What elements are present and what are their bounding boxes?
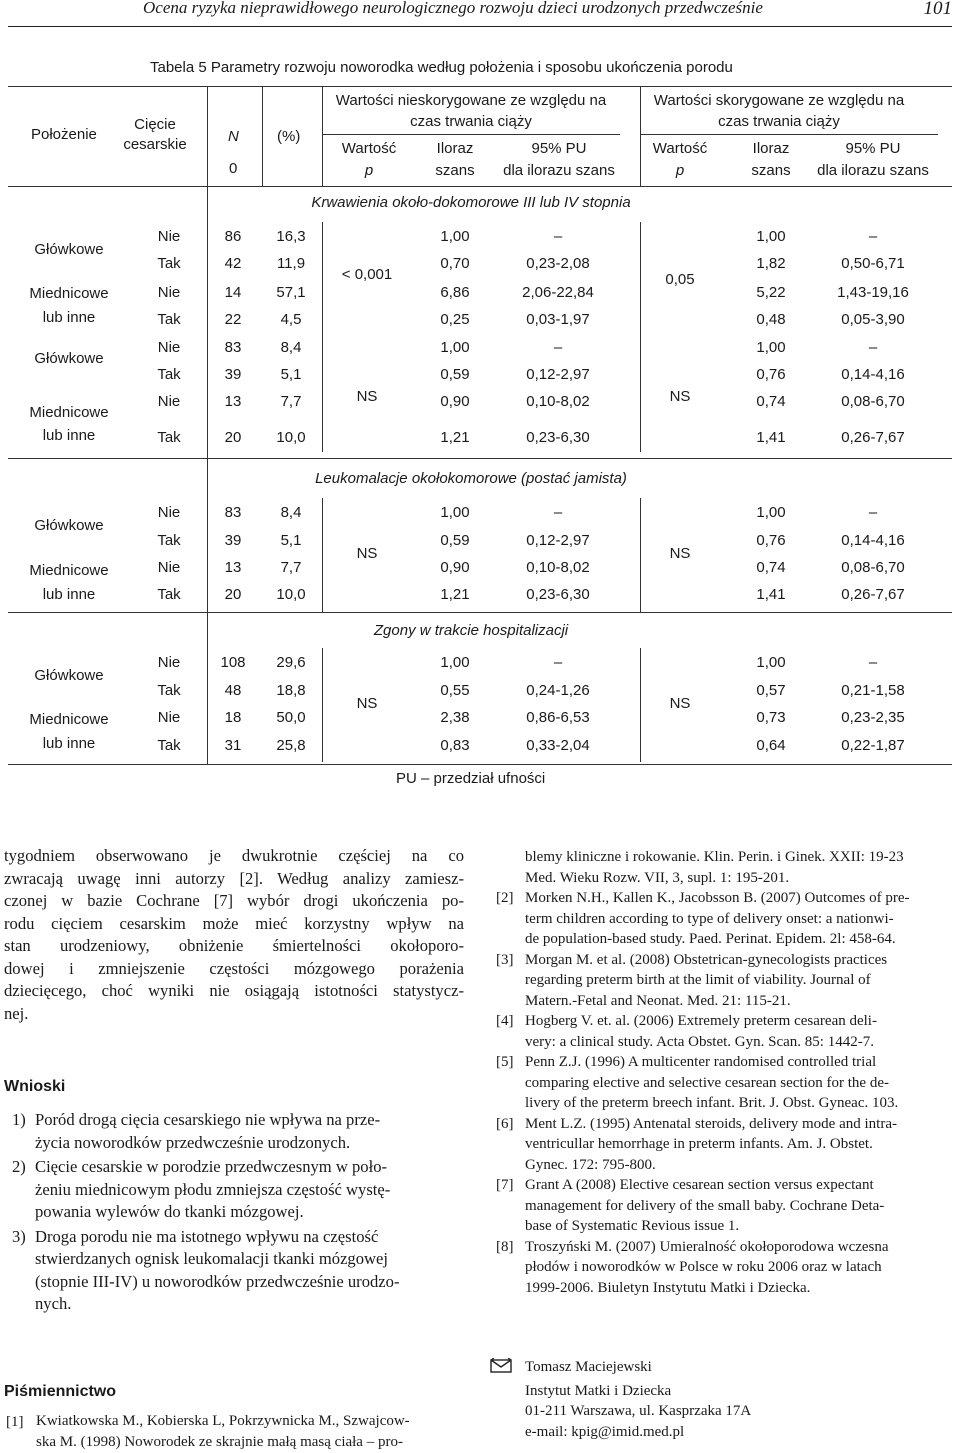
section-2-vline-2 (640, 498, 641, 612)
section-1-row-5-cesarean: Nie (157, 339, 181, 356)
section-2-row-3-percent: 7,7 (280, 559, 302, 576)
section-1-position-label-2: Miednicowe (29, 285, 109, 302)
section-2-p-uncorrected-1: NS (356, 545, 378, 562)
paragraph-line-3: czonej w bazie Cochrane [7] wybór drogi ukończenia po- (4, 891, 464, 910)
section-1-row-4-cesarean: Tak (157, 311, 181, 328)
section-1-row-5-n: 83 (224, 339, 242, 356)
section-1-row-3-or-corrected: 5,22 (756, 284, 786, 301)
section-1-row-3-cesarean: Nie (157, 284, 181, 301)
section-3-row-3-n: 18 (224, 709, 242, 726)
section-2-row-1-or-uncorrected: 1,00 (440, 504, 470, 521)
section-3-row-2-ci-corrected: 0,21-1,58 (841, 682, 905, 699)
section-2-row-2-ci-uncorrected: 0,12-2,97 (526, 532, 590, 549)
section-2-row-4-or-corrected: 1,41 (756, 586, 786, 603)
vline-after-cesarean (207, 86, 208, 764)
section-2-row-3-cesarean: Nie (157, 559, 181, 576)
section-1-row-7-percent: 7,7 (280, 393, 302, 410)
section-2-row-3-ci-corrected: 0,08-6,70 (841, 559, 905, 576)
section-1-row-8-percent: 10,0 (276, 429, 306, 446)
paragraph-line-2: zwracają uwagę inni autorzy [2]. Według analizy zamiesz- (4, 868, 464, 888)
section-1-row-3-n: 14 (224, 284, 242, 301)
header-rule (8, 26, 952, 27)
ref-5-number: [5] (496, 1054, 514, 1070)
ref-8-line-2: płodów i noworodków w Polsce w roku 2006 oraz w latach (525, 1259, 882, 1275)
conclusion-3-line-2: stwierdzanych ognisk leukomalacji tkanki mózgowej (35, 1249, 388, 1268)
conclusion-2-line-3: powania wylewów do tkanki mózgowej. (35, 1202, 304, 1221)
section-3-row-4-ci-corrected: 0,22-1,87 (841, 737, 905, 754)
vline-header-uncorrected (322, 86, 323, 186)
section-2-row-1-or-corrected: 1,00 (756, 504, 786, 521)
contact-line-2: Instytut Matki i Dziecka (525, 1382, 672, 1399)
section-3-row-4-n: 31 (224, 737, 242, 754)
section-3-row-2-n: 48 (224, 682, 242, 699)
section-1-row-2-ci-uncorrected: 0,23-2,08 (526, 255, 590, 272)
section-1-p-uncorrected-2: NS (356, 388, 378, 405)
section-3-bottom-rule (8, 764, 952, 765)
ref-1-cont-line-1: blemy kliniczne i rokowanie. Klin. Perin. i Ginek. XXII: 19-23 (525, 849, 904, 865)
section-1-position-label-6: lub inne (42, 427, 96, 444)
section-1-row-8-ci-corrected: 0,26-7,67 (841, 429, 905, 446)
envelope-icon (490, 1358, 512, 1379)
section-1-row-7-or-uncorrected: 0,90 (440, 393, 470, 410)
ref-6-number: [6] (496, 1115, 514, 1132)
section-1-row-5-ci-corrected: – (868, 339, 878, 356)
ref-4-line-2: very: a clinical study. Acta Obstet. Gyn. Scan. 85: 1442-7. (525, 1033, 874, 1050)
header-p-label-uncorrected: Wartość (341, 140, 397, 157)
header-position: Położenie (31, 126, 97, 143)
conclusion-3-number: 3) (12, 1226, 26, 1246)
section-3-row-1-cesarean: Nie (157, 654, 181, 671)
section-2-row-3-or-corrected: 0,74 (756, 559, 786, 576)
conclusion-3-line-1: Droga porodu nie ma istotnego wpływu na częstość (35, 1226, 379, 1246)
section-1-row-4-or-uncorrected: 0,25 (440, 311, 470, 328)
section-3-position-label-1: Główkowe (34, 667, 104, 684)
section-3-row-1-or-uncorrected: 1,00 (440, 654, 470, 671)
references-title: Piśmiennictwo (4, 1383, 117, 1400)
conclusion-2-number: 2) (12, 1157, 26, 1176)
table-top-rule (8, 86, 952, 87)
section-1-row-6-ci-corrected: 0,14-4,16 (841, 366, 905, 383)
paragraph-line-6: dowej i zmniejszenie częstości mózgowego porażenia (4, 958, 464, 978)
section-1-row-7-n: 13 (224, 393, 242, 410)
contact-line-4: e-mail: kpig@imid.med.pl (525, 1423, 685, 1440)
section-1-vline-2 (640, 222, 641, 452)
header-n: N (228, 128, 239, 145)
ref-2-number: [2] (496, 890, 514, 906)
section-1-row-8-cesarean: Tak (157, 429, 181, 446)
ref-3-number: [3] (496, 951, 514, 968)
section-1-row-1-or-uncorrected: 1,00 (440, 228, 470, 245)
section-3-row-3-ci-uncorrected: 0,86-6,53 (526, 709, 590, 726)
section-2-row-1-percent: 8,4 (280, 504, 302, 521)
section-1-title: Krwawienia około-dokomorowe III lub IV stopnia (311, 194, 631, 211)
section-3-p-uncorrected-1: NS (356, 695, 378, 712)
section-1-row-8-n: 20 (224, 429, 242, 446)
section-1-row-5-or-uncorrected: 1,00 (440, 339, 470, 356)
section-1-row-1-or-corrected: 1,00 (756, 228, 786, 245)
section-2-bottom-rule (8, 612, 952, 613)
section-3-row-1-or-corrected: 1,00 (756, 654, 786, 671)
section-1-row-5-percent: 8,4 (280, 339, 302, 356)
vline-after-n (262, 86, 263, 186)
header-or-1-uncorrected: Iloraz (436, 140, 474, 157)
ref-4-number: [4] (496, 1013, 514, 1029)
section-3-row-3-cesarean: Nie (157, 709, 181, 726)
section-2-row-2-or-uncorrected: 0,59 (440, 532, 470, 549)
ref-1-cont-line-2: Med. Wieku Rozw. VII, 3, supl. 1: 195-201. (525, 869, 790, 886)
section-1-row-1-ci-uncorrected: – (553, 228, 563, 245)
section-1-row-6-cesarean: Tak (157, 366, 181, 383)
section-1-p-uncorrected-1: < 0,001 (341, 266, 393, 283)
ref-2-line-1: Morken N.H., Kallen K., Jacobsson B. (2007) Outcomes of pre- (525, 890, 910, 906)
paragraph-line-7: dziecięcego, choć wyniki nie osiągają istotności statystycz- (4, 981, 464, 1000)
section-2-row-1-cesarean: Nie (157, 504, 181, 521)
section-1-p-corrected-2: NS (669, 388, 691, 405)
section-3-row-1-ci-corrected: – (868, 654, 878, 671)
header-percent: (%) (277, 128, 301, 145)
section-2-p-corrected-1: NS (669, 545, 691, 562)
section-1-row-6-or-corrected: 0,76 (756, 366, 786, 383)
section-1-row-3-or-uncorrected: 6,86 (440, 284, 470, 301)
ref-8-line-1: Troszyński M. (2007) Umieralność okołoporodowa wczesna (525, 1238, 889, 1255)
section-1-row-4-percent: 4,5 (280, 311, 302, 328)
ref-6-line-3: Gynec. 172: 795-800. (525, 1156, 656, 1173)
section-3-p-corrected-1: NS (669, 695, 691, 712)
section-1-row-8-or-uncorrected: 1,21 (440, 429, 470, 446)
section-1-row-1-cesarean: Nie (157, 228, 181, 245)
paragraph-line-5: stan urodzeniowy, obniżenie śmiertelności okołoporo- (4, 936, 464, 955)
table-footnote: PU – przedział ufności (396, 770, 546, 787)
conclusion-1-line-2: życia noworodków przedwcześnie urodzonych. (35, 1132, 351, 1152)
ref-5-line-1: Penn Z.J. (1996) A multicenter randomised controlled trial (525, 1054, 877, 1070)
section-1-row-3-ci-uncorrected: 2,06-22,84 (522, 284, 594, 301)
contact-line-1: Tomasz Maciejewski (525, 1359, 652, 1375)
section-3-row-2-percent: 18,8 (276, 682, 306, 699)
conclusion-2-line-2: żeniu miednicowym płodu zmniejsza częstość wystę- (35, 1179, 391, 1199)
section-1-row-5-or-corrected: 1,00 (756, 339, 786, 356)
section-3-row-2-cesarean: Tak (157, 682, 181, 699)
section-2-row-4-n: 20 (224, 586, 242, 603)
ref-5-line-2: comparing elective and selective cesarean section for the de- (525, 1074, 889, 1091)
header-rule-corrected (640, 134, 938, 135)
header-cesarean-2: cesarskie (123, 136, 187, 153)
section-2-row-2-ci-corrected: 0,14-4,16 (841, 532, 905, 549)
section-1-row-6-percent: 5,1 (280, 366, 302, 383)
ref-7-line-2: management for delivery of the small baby. Cochrane Deta- (525, 1197, 885, 1214)
section-2-position-label-3: lub inne (42, 586, 96, 603)
section-1-row-2-n: 42 (224, 255, 242, 272)
contact-line-3: 01-211 Warszawa, ul. Kasprzaka 17A (525, 1403, 752, 1419)
header-rule-uncorrected (322, 134, 620, 135)
conclusion-2-line-1: Cięcie cesarskie w porodzie przedwczesnym w poło- (35, 1157, 388, 1176)
section-1-row-2-ci-corrected: 0,50-6,71 (841, 255, 905, 272)
section-2-row-3-or-uncorrected: 0,90 (440, 559, 470, 576)
section-1-row-6-or-uncorrected: 0,59 (440, 366, 470, 383)
ref-7-line-3: base of Systematic Revious issue 1. (525, 1218, 740, 1234)
section-3-position-label-3: lub inne (42, 735, 96, 752)
ref-1-line-2: ska M. (1998) Noworodek ze skrajnie małą masą ciała – pro- (36, 1433, 403, 1450)
conclusion-3-line-4: nych. (35, 1294, 72, 1313)
section-1-row-1-percent: 16,3 (276, 228, 306, 245)
ref-2-line-3: de population-based study. Paed. Perinat. Epidem. 2l: 458-64. (525, 931, 896, 947)
paragraph-line-1: tygodniem obserwowano je dwukrotnie częściej na co (4, 846, 464, 865)
ref-8-line-3: 1999-2006. Biuletyn Instytutu Matki i Dziecka. (525, 1279, 811, 1296)
section-1-row-7-or-corrected: 0,74 (756, 393, 786, 410)
header-p-symbol-uncorrected: p (364, 162, 374, 179)
section-2-row-1-n: 83 (224, 504, 242, 521)
section-2-vline-1 (322, 498, 323, 612)
section-3-row-4-cesarean: Tak (157, 737, 181, 754)
header-n-sub: 0 (229, 160, 238, 177)
ref-5-line-3: livery of the preterm breech infant. Brit. J. Obst. Gyneac. 103. (525, 1095, 899, 1111)
paragraph-line-8: nej. (4, 1003, 29, 1023)
table-caption: Tabela 5 Parametry rozwoju noworodka według położenia i sposobu ukończenia porodu (150, 59, 733, 76)
header-corrected-1: Wartości skorygowane ze względu na (653, 92, 905, 109)
header-uncorrected-2: czas trwania ciąży (410, 113, 532, 130)
header-p-label-corrected: Wartość (652, 140, 708, 157)
section-1-vline-1 (322, 222, 323, 452)
section-3-row-4-or-uncorrected: 0,83 (440, 737, 470, 754)
ref-6-line-1: Ment L.Z. (1995) Antenatal steroids, delivery mode and intra- (525, 1115, 897, 1132)
section-3-position-label-2: Miednicowe (29, 711, 109, 728)
section-1-row-2-or-uncorrected: 0,70 (440, 255, 470, 272)
section-3-row-2-or-corrected: 0,57 (756, 682, 786, 699)
section-3-row-1-percent: 29,6 (276, 654, 306, 671)
ref-7-line-1: Grant A (2008) Elective cesarean section versus expectant (525, 1177, 874, 1193)
section-3-row-1-n: 108 (220, 654, 246, 671)
section-1-row-4-ci-uncorrected: 0,03-1,97 (526, 311, 590, 328)
header-ci-2-uncorrected: dla ilorazu szans (503, 162, 615, 179)
section-2-row-4-or-uncorrected: 1,21 (440, 586, 470, 603)
ref-7-number: [7] (496, 1177, 514, 1193)
header-p-symbol-corrected: p (675, 162, 685, 179)
section-3-row-1-ci-uncorrected: – (553, 654, 563, 671)
section-2-title: Leukomalacje okołokomorowe (postać jamista) (315, 470, 627, 487)
section-2-row-4-percent: 10,0 (276, 586, 306, 603)
section-2-position-label-1: Główkowe (34, 517, 104, 534)
section-3-row-3-percent: 50,0 (276, 709, 306, 726)
conclusion-1-number: 1) (12, 1110, 26, 1129)
ref-1-number: [1] (6, 1414, 24, 1430)
ref-1-line-1: Kwiatkowska M., Kobierska L, Pokrzywnicka M., Szwajcow- (36, 1413, 410, 1429)
section-2-position-label-2: Miednicowe (29, 562, 109, 579)
ref-6-line-2: ventricullar hemorrhage in preterm infants. Am. J. Obstet. (525, 1136, 873, 1152)
conclusion-3-line-3: (stopnie III-IV) u noworodków przedwcześnie urodzo- (35, 1271, 400, 1291)
section-3-row-3-or-uncorrected: 2,38 (440, 709, 470, 726)
page-number: 101 (923, 0, 952, 19)
ref-4-line-1: Hogberg V. et. al. (2006) Extremely preterm cesarean deli- (525, 1013, 877, 1029)
section-1-row-7-cesarean: Nie (157, 393, 181, 410)
ref-3-line-2: regarding preterm birth at the limit of viability. Journal of (525, 972, 871, 988)
section-2-row-4-ci-corrected: 0,26-7,67 (841, 586, 905, 603)
section-1-row-8-or-corrected: 1,41 (756, 429, 786, 446)
section-3-row-3-ci-corrected: 0,23-2,35 (841, 709, 905, 726)
section-2-row-3-ci-uncorrected: 0,10-8,02 (526, 559, 590, 576)
ref-3-line-1: Morgan M. et al. (2008) Obstetrican-gynecologists practices (525, 951, 888, 968)
ref-8-number: [8] (496, 1238, 514, 1255)
header-cesarean-1: Cięcie (134, 116, 176, 133)
section-1-row-3-ci-corrected: 1,43-19,16 (837, 284, 909, 301)
section-1-position-label-5: Miednicowe (29, 404, 109, 421)
section-2-row-4-ci-uncorrected: 0,23-6,30 (526, 586, 590, 603)
section-2-row-2-cesarean: Tak (157, 532, 181, 549)
running-header: Ocena ryzyka nieprawidłowego neurologicznego rozwoju dzieci urodzonych przedwcześnie (143, 0, 763, 17)
section-1-row-3-percent: 57,1 (276, 284, 306, 301)
section-1-row-7-ci-corrected: 0,08-6,70 (841, 393, 905, 410)
section-1-row-6-ci-uncorrected: 0,12-2,97 (526, 366, 590, 383)
section-3-row-4-ci-uncorrected: 0,33-2,04 (526, 737, 590, 754)
section-1-row-4-or-corrected: 0,48 (756, 311, 786, 328)
section-1-row-2-or-corrected: 1,82 (756, 255, 786, 272)
section-3-row-2-or-uncorrected: 0,55 (440, 682, 470, 699)
section-1-p-corrected-1: 0,05 (665, 271, 695, 288)
header-or-2-uncorrected: szans (435, 162, 475, 179)
header-ci-2-corrected: dla ilorazu szans (817, 162, 929, 179)
section-1-position-label-4: Główkowe (34, 350, 104, 367)
section-3-row-2-ci-uncorrected: 0,24-1,26 (526, 682, 590, 699)
section-1-row-1-n: 86 (224, 228, 242, 245)
section-3-row-3-or-corrected: 0,73 (756, 709, 786, 726)
conclusions-title: Wnioski (4, 1078, 66, 1095)
vline-header-corrected (640, 86, 641, 186)
section-2-row-1-ci-corrected: – (868, 504, 878, 521)
header-ci-1-uncorrected: 95% PU (531, 140, 587, 157)
section-1-row-2-cesarean: Tak (157, 255, 181, 272)
section-3-vline-1 (322, 648, 323, 762)
paragraph-line-4: rodu cięciem cesarskim może mieć korzystny wpływ na (4, 913, 464, 933)
section-3-row-4-percent: 25,8 (276, 737, 306, 754)
section-2-row-1-ci-uncorrected: – (553, 504, 563, 521)
section-3-title: Zgony w trakcie hospitalizacji (373, 622, 569, 639)
section-1-row-1-ci-corrected: – (868, 228, 878, 245)
section-2-row-3-n: 13 (224, 559, 242, 576)
section-2-row-2-percent: 5,1 (280, 532, 302, 549)
section-1-row-8-ci-uncorrected: 0,23-6,30 (526, 429, 590, 446)
section-1-row-4-ci-corrected: 0,05-3,90 (841, 311, 905, 328)
conclusion-1-line-1: Poród drogą cięcia cesarskiego nie wpływa na prze- (35, 1110, 381, 1129)
header-corrected-2: czas trwania ciąży (718, 113, 840, 130)
section-1-row-2-percent: 11,9 (276, 255, 306, 272)
header-or-1-corrected: Iloraz (752, 140, 790, 157)
section-3-row-4-or-corrected: 0,64 (756, 737, 786, 754)
section-2-row-4-cesarean: Tak (157, 586, 181, 603)
section-2-row-2-n: 39 (224, 532, 242, 549)
ref-2-line-2: term children according to type of delivery onset: a nationwi- (525, 910, 894, 927)
section-1-position-label-3: lub inne (42, 309, 96, 326)
header-bottom-rule (8, 186, 952, 187)
section-2-row-2-or-corrected: 0,76 (756, 532, 786, 549)
header-ci-1-corrected: 95% PU (845, 140, 901, 157)
ref-3-line-3: Matern.-Fetal and Neonat. Med. 21: 115-21. (525, 992, 791, 1009)
section-1-bottom-rule (8, 458, 952, 459)
section-1-row-7-ci-uncorrected: 0,10-8,02 (526, 393, 590, 410)
section-1-row-5-ci-uncorrected: – (553, 339, 563, 356)
section-1-position-label-1: Główkowe (34, 241, 104, 258)
header-uncorrected-1: Wartości nieskorygowane ze względu na (335, 92, 607, 109)
header-or-2-corrected: szans (751, 162, 791, 179)
section-1-row-4-n: 22 (224, 311, 242, 328)
section-3-vline-2 (640, 648, 641, 762)
section-1-row-6-n: 39 (224, 366, 242, 383)
